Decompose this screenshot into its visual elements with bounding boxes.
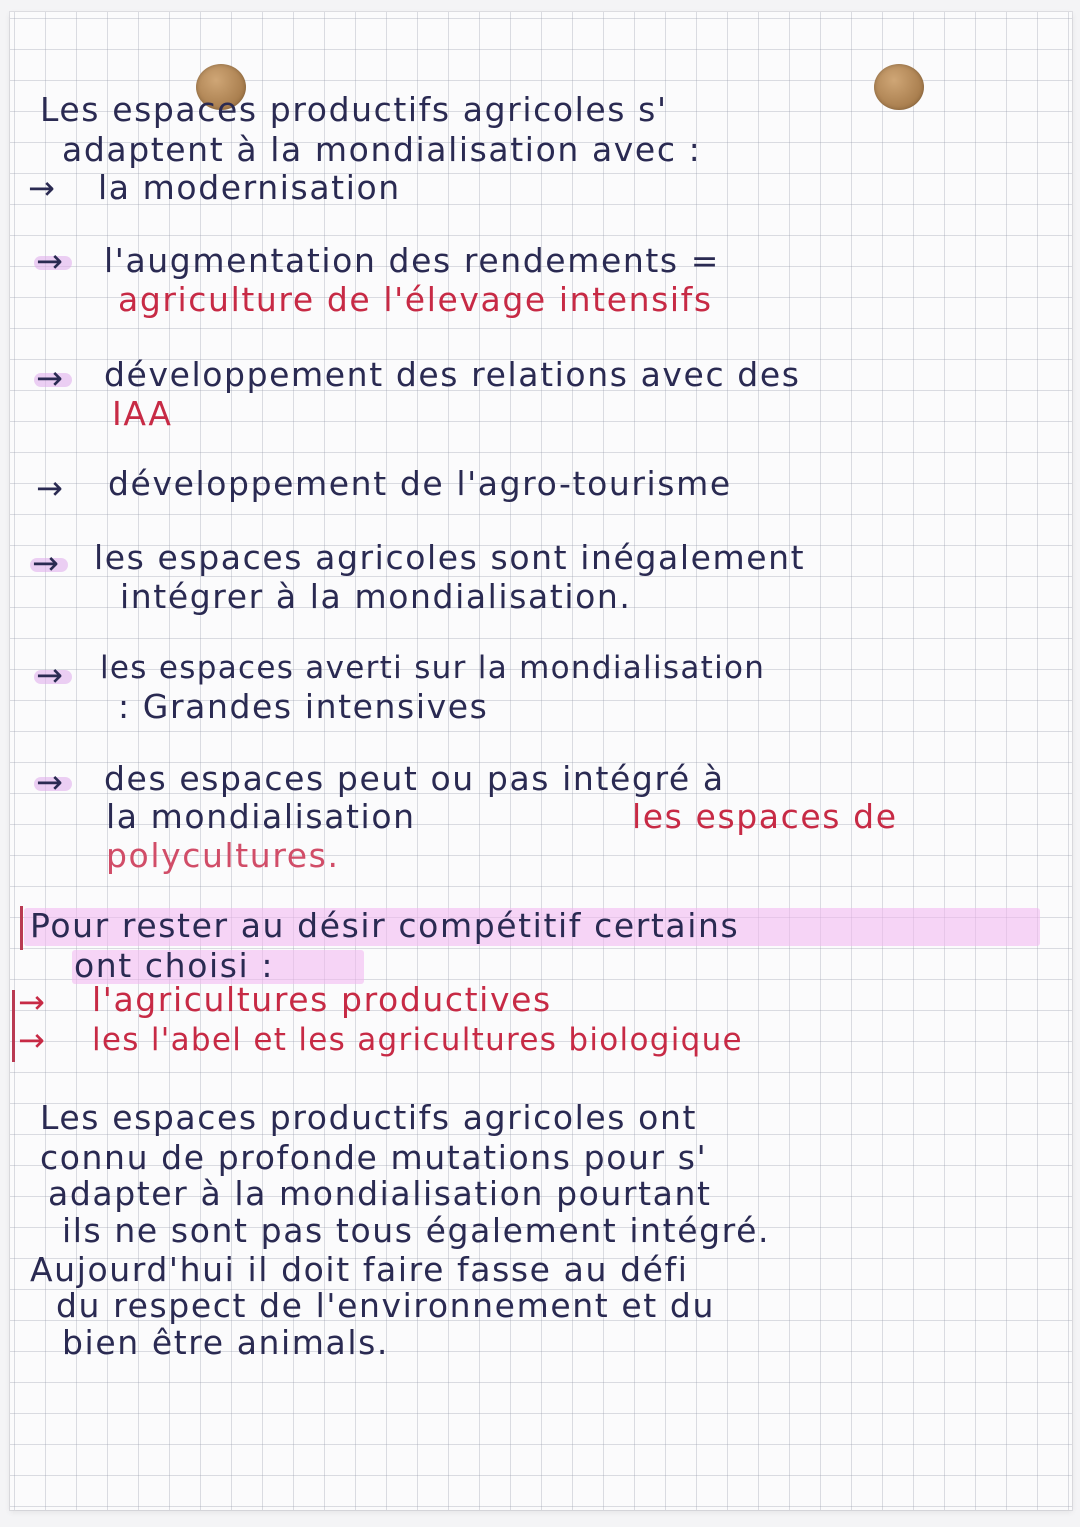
- conclusion-line: Aujourd'hui il doit faire fasse au défi: [30, 1250, 689, 1289]
- highlight-item-red: les l'abel et les agricultures biologique: [92, 1022, 743, 1058]
- conclusion-line: bien être animals.: [62, 1323, 390, 1362]
- arrow-icon: →: [18, 983, 45, 1021]
- conclusion-line: ils ne sont pas tous également intégré.: [62, 1211, 771, 1250]
- bullet-line: l'augmentation des rendements =: [104, 241, 721, 280]
- bullet-line: la mondialisation: [106, 797, 416, 836]
- bullet-line: les espaces averti sur la mondialisation: [100, 650, 766, 686]
- bullet-line: la modernisation: [98, 168, 401, 207]
- arrow-icon: →: [36, 656, 63, 694]
- bullet-line: des espaces peut ou pas intégré à: [104, 759, 725, 798]
- margin-bar: [12, 990, 15, 1062]
- intro-line: adaptent à la mondialisation avec :: [62, 130, 702, 169]
- conclusion-line: du respect de l'environnement et du: [56, 1286, 715, 1325]
- bullet-line: intégrer à la mondialisation.: [120, 577, 632, 616]
- arrow-icon: →: [36, 242, 63, 280]
- conclusion-line: Les espaces productifs agricoles ont: [40, 1098, 698, 1137]
- bullet-line: développement de l'agro-tourisme: [108, 464, 732, 503]
- punch-hole-icon: [874, 64, 924, 110]
- arrow-icon: →: [18, 1021, 45, 1059]
- highlight-item-red: l'agricultures productives: [92, 980, 552, 1019]
- highlight-line: Pour rester au désir compétitif certains: [30, 906, 740, 945]
- arrow-icon: →: [32, 544, 59, 582]
- arrow-icon: →: [36, 763, 63, 801]
- bullet-line-red: IAA: [112, 394, 173, 433]
- bullet-line-red: les espaces de: [632, 797, 898, 836]
- arrow-icon: →: [28, 169, 55, 207]
- bullet-line-pink: polycultures.: [106, 836, 340, 875]
- bullet-line-red: agriculture de l'élevage intensifs: [118, 280, 713, 319]
- conclusion-line: connu de profonde mutations pour s': [40, 1138, 708, 1177]
- bullet-line: développement des relations avec des: [104, 355, 801, 394]
- arrow-icon: →: [36, 359, 63, 397]
- intro-line: Les espaces productifs agricoles s': [40, 90, 668, 129]
- bullet-line: les espaces agricoles sont inégalement: [94, 538, 806, 577]
- margin-bar: [20, 906, 23, 950]
- arrow-icon: →: [36, 469, 63, 507]
- conclusion-line: adapter à la mondialisation pourtant: [48, 1174, 712, 1213]
- highlight-line: ont choisi :: [74, 946, 275, 985]
- bullet-line: : Grandes intensives: [118, 687, 489, 726]
